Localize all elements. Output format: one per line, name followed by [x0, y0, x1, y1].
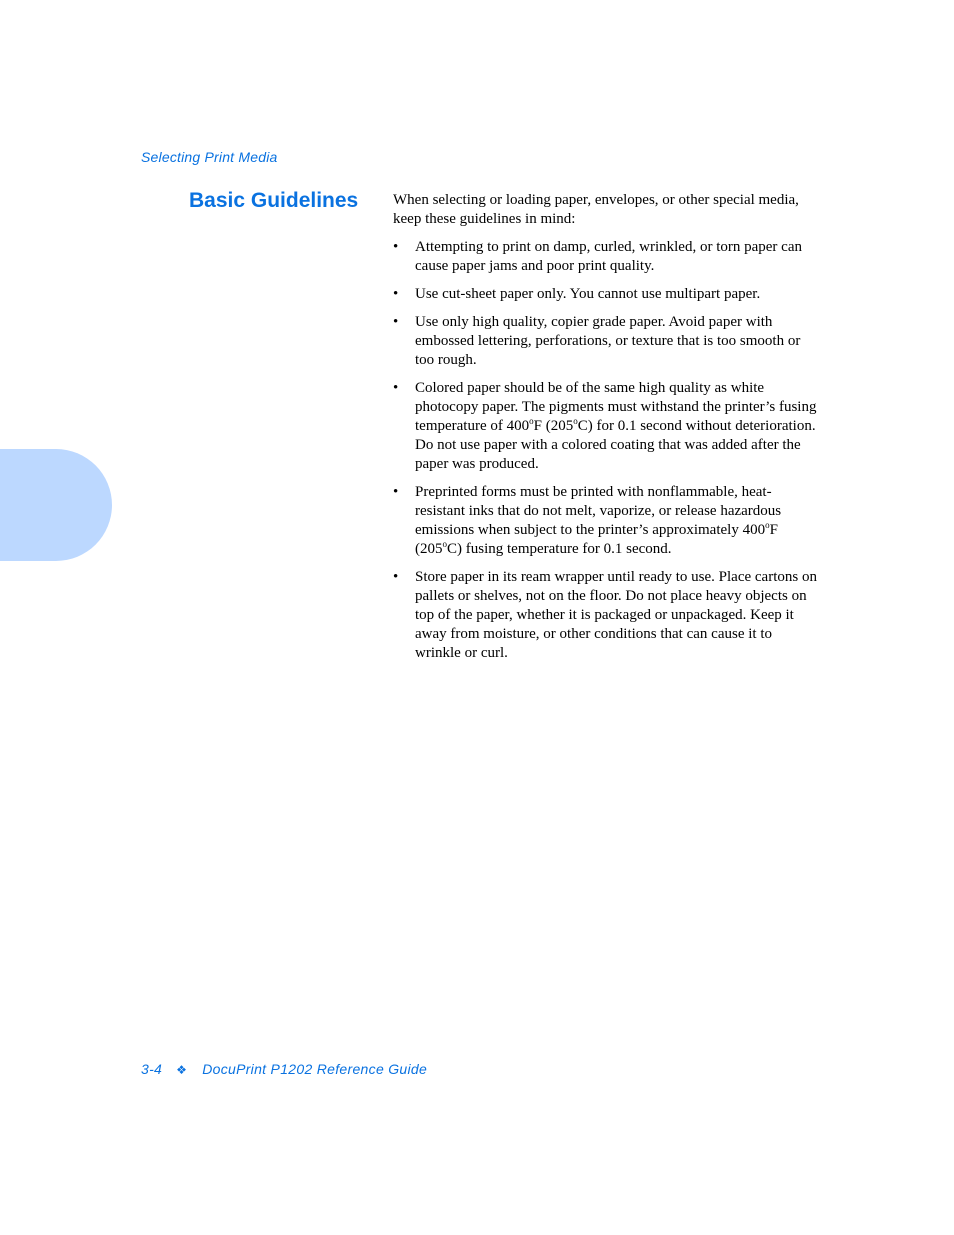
text-fragment: C) fusing temperature for 0.1 second. [447, 541, 672, 557]
page-footer [141, 1061, 427, 1077]
bullet-icon: • [393, 314, 399, 330]
guidelines-list [393, 238, 818, 663]
degree-superscript: o [529, 416, 534, 426]
text-fragment: C) for 0.1 second without deterioration. Do not use paper with a colored coating that was added after the paper was produced. [415, 418, 816, 472]
list-item-text: Use only high quality, copier grade paper. Avoid paper with embossed lettering, perforations, or texture that is too smooth or too rough. [415, 314, 801, 368]
guide-title: DocuPrint P1202 Reference Guide [202, 1061, 428, 1077]
bullet-icon: • [393, 380, 399, 396]
text-fragment: Preprinted forms must be printed with nonflammable, heat-resistant inks that do not melt, vaporize, or release hazardous emissions when subject to the printer’s approximately 400 [415, 484, 782, 538]
bullet-icon: • [393, 484, 399, 500]
list-item-text: Store paper in its ream wrapper until ready to use. Place cartons on pallets or shelves, not on the floor. Do not place heavy objects on top of the paper, whether it is packaged or unpackaged. Keep it away from moisture, or other conditions that can cause it to wrinkle or curl. [415, 569, 817, 661]
section-title: Basic Guidelines [189, 189, 359, 212]
degree-superscript: o [573, 416, 578, 426]
text-fragment: Colored paper should be of the same high quality as white photocopy paper. The pigments must withstand the printer’s fusing temperature of 400 [415, 380, 817, 434]
list-item [393, 379, 818, 474]
bullet-icon: • [393, 239, 399, 255]
running-head: Selecting Print Media [141, 149, 278, 165]
diamond-separator-icon: ❖ [176, 1063, 188, 1077]
list-item-text [415, 484, 781, 557]
bullet-icon: • [393, 286, 399, 302]
degree-superscript: o [765, 520, 770, 530]
list-item [393, 483, 818, 559]
list-item-text [415, 380, 816, 472]
list-item [393, 285, 818, 304]
list-item [393, 313, 818, 370]
body-column [393, 191, 818, 672]
text-fragment: F (205 [415, 522, 778, 557]
list-item-text: Use cut-sheet paper only. You cannot use multipart paper. [415, 286, 761, 302]
degree-superscript: o [442, 539, 447, 549]
intro-paragraph: When selecting or loading paper, envelopes, or other special media, keep these guidelines in mind: [393, 192, 799, 227]
list-item [393, 568, 818, 663]
list-item [393, 238, 818, 276]
chapter-tab [0, 449, 112, 561]
page-number: 3-4 [141, 1061, 163, 1077]
bullet-icon: • [393, 569, 399, 585]
list-item-text: Attempting to print on damp, curled, wrinkled, or torn paper can cause paper jams and poor print quality. [415, 239, 802, 274]
text-fragment: F (205 [533, 418, 574, 434]
